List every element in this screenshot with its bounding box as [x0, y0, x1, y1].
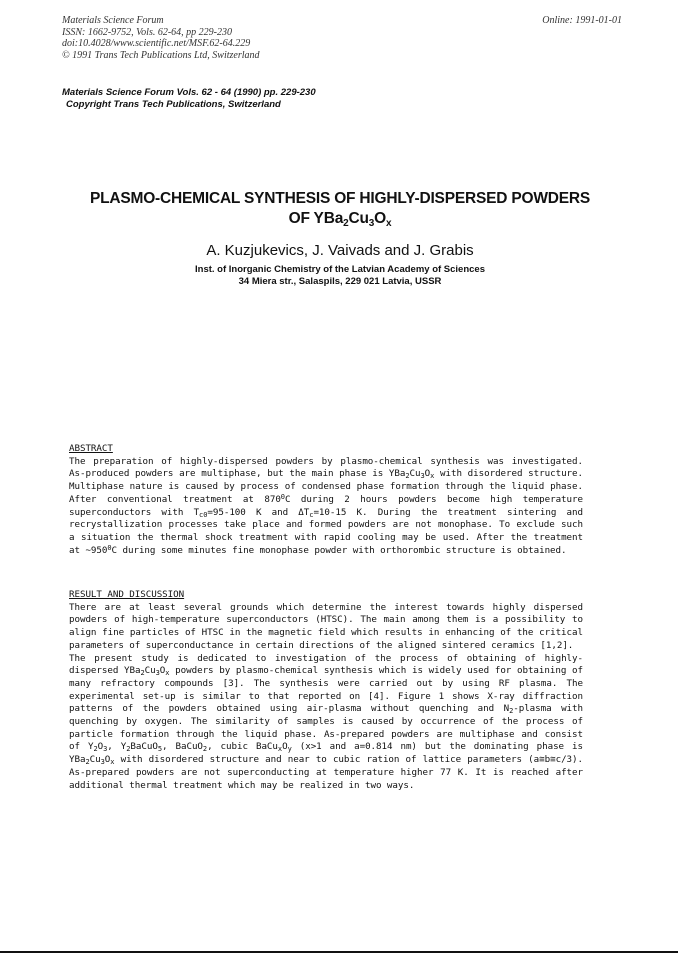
paper-title — [40, 189, 640, 229]
publication-meta — [62, 15, 622, 61]
journal-header — [62, 87, 316, 111]
abstract-section — [69, 443, 583, 557]
authors: A. Kuzjukevics, J. Vaivads and J. Grabis — [206, 242, 474, 259]
affiliation — [40, 264, 640, 287]
meta-copyright: © 1991 Trans Tech Publications Ltd, Switzerland — [62, 49, 260, 61]
journal-volume-line: Materials Science Forum Vols. 62 - 64 (1990) pp. 229-230 — [62, 87, 316, 98]
results-paragraph-2: The present study is dedicated to investigation of the process of obtaining of highly-dispersed $YBa_2Cu_3O_x$ powders by plasmo-chemical synthesis which is widely used for obtaining of many refractory compounds [3]. The synthesis were carried out by using RF plasma. The experimental set-up is similar to that reported on [4]. Figure 1 shows X-ray diffraction patterns of the powders obtained using air-plasma without quenching and $N_2$-plasma with quenching by oxygen. The similarity of samples is caused by occurrence of the process of particle formation through the liquid phase. As-prepared powders are multiphase and consist of $Y_2O_3$, $Y_2BaCuO_5$, BaCuO$_2$, cubic $BaCu_xO_y$ (x>1 and a=0.814 nm) but the dominating phase is $YBa_2Cu_3O_x$ with disordered structure and near to cubic ration of lattice parameters (a≅b≅c/3). As-prepared powders are not superconducting at temperature higher 77 K. It is reached after additional thermal treatment which may be realized in two ways. — [69, 652, 584, 791]
affiliation-line-2: 34 Miera str., Salaspils, 229 021 Latvia, USSR — [238, 275, 442, 287]
title-line-1: PLASMO-CHEMICAL SYNTHESIS OF HIGHLY-DISPERSED POWDERS — [89, 190, 591, 207]
meta-journal: Materials Science Forum — [62, 15, 164, 26]
affiliation-line-1: Inst. of Inorganic Chemistry of the Latvian Academy of Sciences — [195, 264, 485, 275]
results-section — [69, 589, 583, 792]
journal-copyright-line: Copyright Trans Tech Publications, Switzerland — [66, 99, 281, 110]
meta-online-date: Online: 1991-01-01 — [542, 15, 622, 26]
meta-doi[interactable]: doi:10.4028/www.scientific.net/MSF.62-64.229 — [62, 38, 251, 49]
meta-issn: ISSN: 1662-9752, Vols. 62-64, pp 229-230 — [62, 26, 232, 38]
title-line-2: OF $YBa_2Cu_3O_x$ — [288, 210, 392, 229]
footer-rule — [0, 951, 678, 953]
results-heading: RESULT AND DISCUSSION — [69, 589, 185, 600]
abstract-heading: ABSTRACT — [69, 443, 113, 454]
abstract-paragraph: The preparation of highly-dispersed powders by plasmo-chemical synthesis was investigated. As-produced powders are multiphase, but the main phase is $YBa_2Cu_3O_x$ with disordered structure. Multiphase nature is caused by process of condensed phase formation through the liquid phase. After conventional treatment at $870^0C$ during 2 hours powders become high temperature superconductors with $T_{c0}=95-100$ K and $\Delta T_c=10-15$ K. During the treatment sintering and recrystallization processes take place and formed powders are not monophase. To exclude such a situation the thermal shock treatment with rapid cooling may be used. After the treatment at $\sim 950^0C$ during some minutes fine monophase powder with orthorombic structure is obtained. — [69, 455, 583, 556]
results-paragraph-1: There are at least several grounds which determine the interest towards highly dispersed powders of high-temperature superconductors (HTSC). The main among them is a possibility to align fine particles of HTSC in the magnetic field which results in enhancing of the critical parameters of superconductance in certain directions of the aligned sintered ceramics [1,2]. — [69, 601, 583, 651]
